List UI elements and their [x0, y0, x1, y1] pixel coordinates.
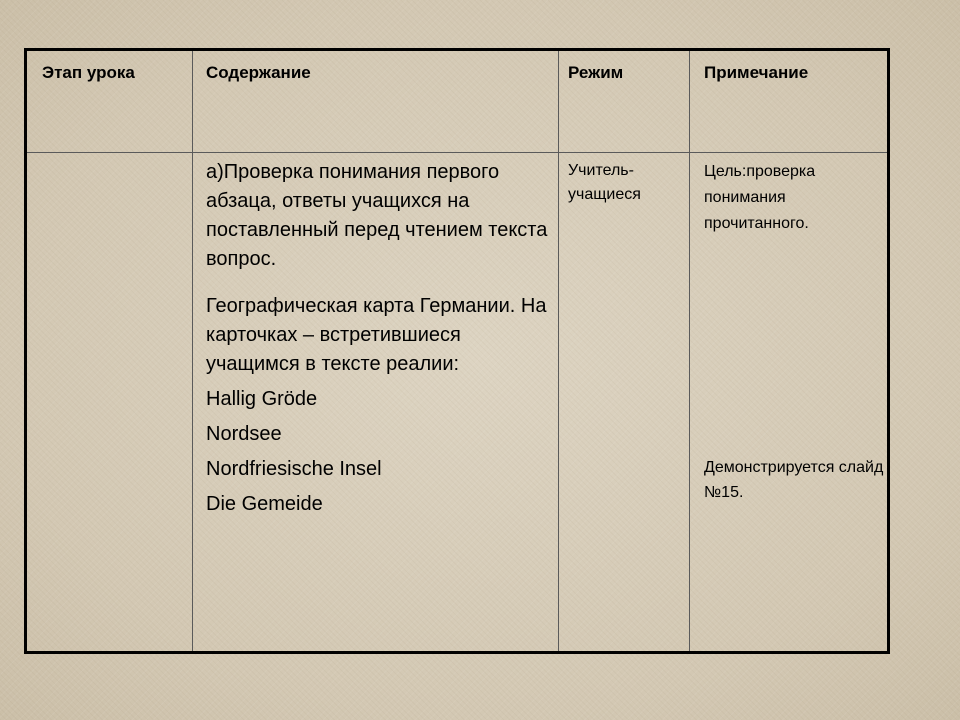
column-divider: [558, 51, 559, 651]
list-item: Nordsee: [206, 423, 282, 445]
note-slide: Демонстрируется слайд №15.: [704, 459, 884, 501]
list-item: Hallig Gröde: [206, 388, 318, 410]
header-stage: Этап урока: [42, 63, 135, 82]
lesson-table: [24, 48, 890, 654]
list-item: Nordfriesische Insel: [206, 458, 382, 480]
mode-cell: Учитель-учащиеся: [568, 162, 641, 203]
content-cell: [206, 158, 551, 519]
header-mode: Режим: [568, 63, 624, 82]
content-paragraph-1: а)Проверка понимания первого абзаца, ответы учащихся на поставленный перед чтением текста вопрос.: [206, 161, 548, 270]
header-note: Примечание: [704, 63, 809, 82]
column-divider: [192, 51, 193, 651]
list-item: Die Gemeide: [206, 493, 323, 515]
note-goal: Цель:проверка понимания прочитанного.: [704, 163, 816, 232]
header-content: Содержание: [206, 63, 311, 82]
row-divider: [27, 152, 887, 153]
content-paragraph-2: Географическая карта Германии. На карточках – встретившиеся учащимся в тексте реалии:: [206, 295, 547, 375]
column-divider: [689, 51, 690, 651]
